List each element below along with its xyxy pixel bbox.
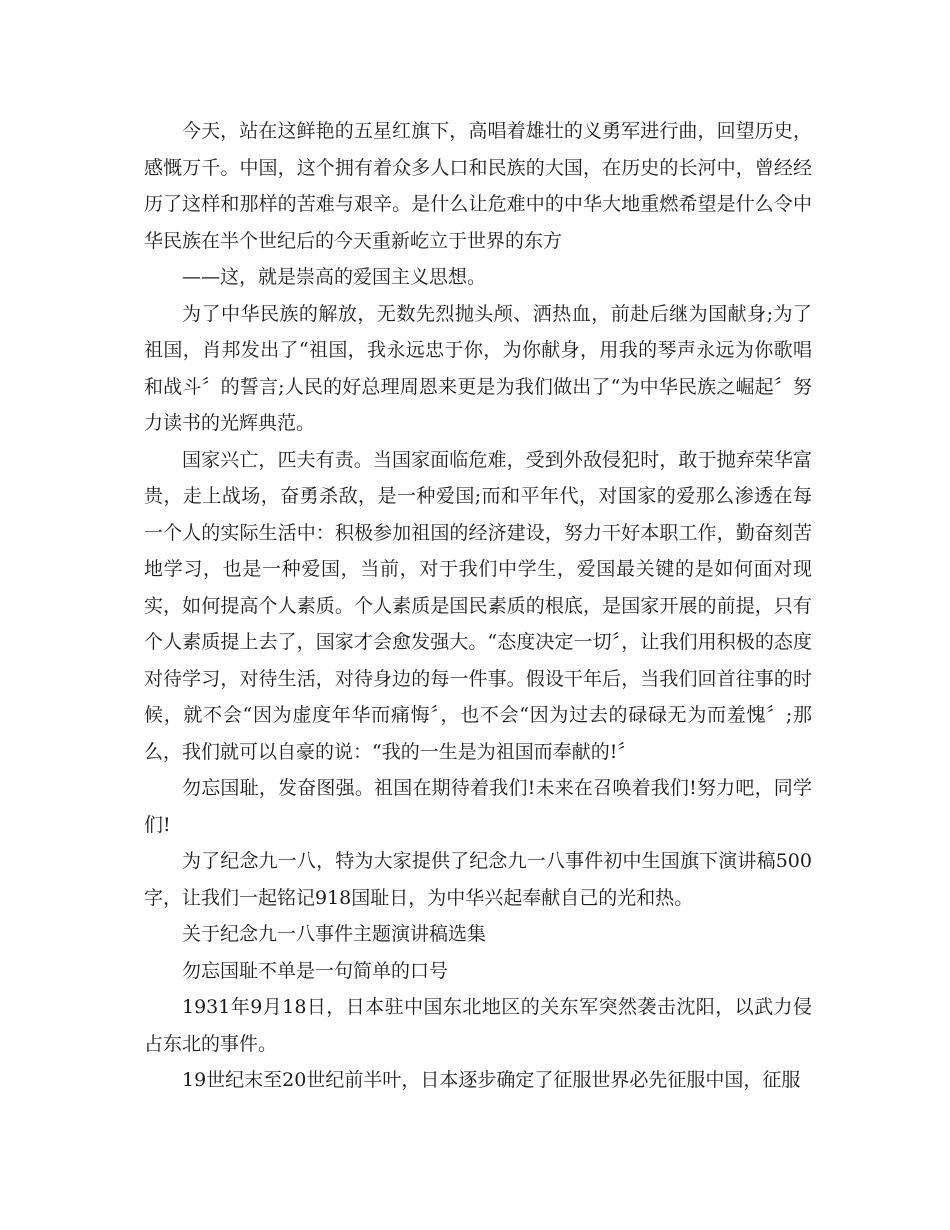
paragraph-9: 1931年9月18日，日本驻中国东北地区的关东军突然袭击沈阳，以武力侵占东北的事件。 — [144, 996, 812, 1055]
paragraph-4: 国家兴亡，匹夫有责。当国家面临危难，受到外敌侵犯时，敢于抛弃荣华富贵，走上战场，奋勇杀敌，是一种爱国;而和平年代，对国家的爱那么渗透在每一个人的实际生活中：积极参加祖国的经济建设，努力干好本职工作，勤奋刻苦地学习，也是一种爱国，当前，对于我们中学生，爱国最关键的是如何面对现实，如何提高个人素质。个人素质是国民素质的根底，是国家开展的前提，只有个人素质提上去了，国家才会愈发强大。“态度决定一切〞，让我们用积极的态度对待学习，对待生活，对待身边的每一件事。假设干年后，当我们回首往事的时候，就不会“因为虚度年华而痛悔〞，也不会“因为过去的碌碌无为而羞愧〞;那么，我们就可以自豪的说：“我的一生是为祖国而奉献的!〞 — [144, 448, 812, 763]
document-body — [144, 113, 812, 1099]
paragraph-2: ——这，就是崇高的爱国主义思想。 — [182, 266, 487, 288]
paragraph-5: 勿忘国耻，发奋图强。祖国在期待着我们!未来在召唤着我们!努力吧，同学们! — [144, 777, 812, 836]
paragraph-1: 今天，站在这鲜艳的五星红旗下，高唱着雄壮的义勇军进行曲，回望历史，感慨万千。中国，这个拥有着众多人口和民族的大国，在历史的长河中，曾经经历了这样和那样的苦难与艰辛。是什么让危难中的中华大地重燃希望是什么令中华民族在半个世纪后的今天重新屹立于世界的东方 — [144, 120, 812, 252]
paragraph-8: 勿忘国耻不单是一句简单的口号 — [182, 959, 449, 982]
paragraph-6: 为了纪念九一八，特为大家提供了纪念九一八事件初中生国旗下演讲稿500字，让我们一起铭记918国耻日，为中华兴起奉献自己的光和热。 — [144, 850, 812, 909]
paragraph-10: 19世纪末至20世纪前半叶，日本逐步确定了征服世界必先征服中国，征服 — [182, 1069, 801, 1091]
paragraph-3: 为了中华民族的解放，无数先烈抛头颅、洒热血，前赴后继为国献身;为了祖国，肖邦发出了“祖国，我永远忠于你，为你献身，用我的琴声永远为你歌唱和战斗〞的誓言;人民的好总理周恩来更是为我们做出了“为中华民族之崛起〞努力读书的光辉典范。 — [144, 302, 812, 434]
paragraph-7: 关于纪念九一八事件主题演讲稿选集 — [182, 923, 487, 945]
